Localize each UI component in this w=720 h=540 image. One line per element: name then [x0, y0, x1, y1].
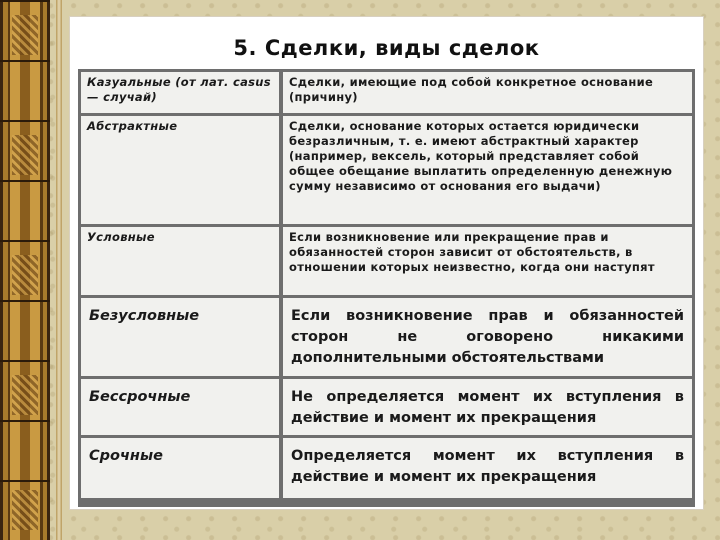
- decorative-left-border: [0, 0, 50, 540]
- definition-cell: Если возникновение прав и обязанностей сторон не оговорено никакими дополнительными обстоятельствами: [283, 298, 692, 376]
- border-ornament: [12, 375, 38, 415]
- border-ornament: [12, 255, 38, 295]
- deal-types-table: [78, 69, 695, 507]
- term-cell: Срочные: [81, 438, 279, 498]
- table-row: [81, 227, 692, 295]
- table-row: [81, 298, 692, 376]
- table-row: [81, 438, 692, 498]
- table-row: [81, 116, 692, 224]
- definition-cell: Определяется момент их вступления в действие и момент их прекращения: [283, 438, 692, 498]
- definition-cell: Если возникновение или прекращение прав и обязанностей сторон зависит от обстоятельств, в отношении которых неизвестно, когда они наступят: [283, 227, 692, 295]
- table-row: [81, 379, 692, 435]
- table-row: [81, 72, 692, 113]
- decorative-stripe: [56, 0, 62, 540]
- term-cell: Условные: [81, 227, 279, 295]
- definition-cell: Не определяется момент их вступления в действие и момент их прекращения: [283, 379, 692, 435]
- slide-title: 5. Сделки, виды сделок: [233, 36, 540, 60]
- term-cell: Абстрактные: [81, 116, 279, 224]
- slide-content: [70, 17, 703, 509]
- term-cell: Казуальные (от лат. casus — случай): [81, 72, 279, 113]
- term-cell: Безусловные: [81, 298, 279, 376]
- border-ornament: [12, 15, 38, 55]
- definition-cell: Сделки, имеющие под собой конкретное основание (причину): [283, 72, 692, 113]
- border-ornament: [12, 135, 38, 175]
- term-cell: Бессрочные: [81, 379, 279, 435]
- border-ornament: [12, 490, 38, 530]
- definition-cell: Сделки, основание которых остается юридически безразличным, т. е. имеют абстрактный характер (например, вексель, который представляет собой общее обещание выплатить определенную денежную сумму независимо от основания его выдачи): [283, 116, 692, 224]
